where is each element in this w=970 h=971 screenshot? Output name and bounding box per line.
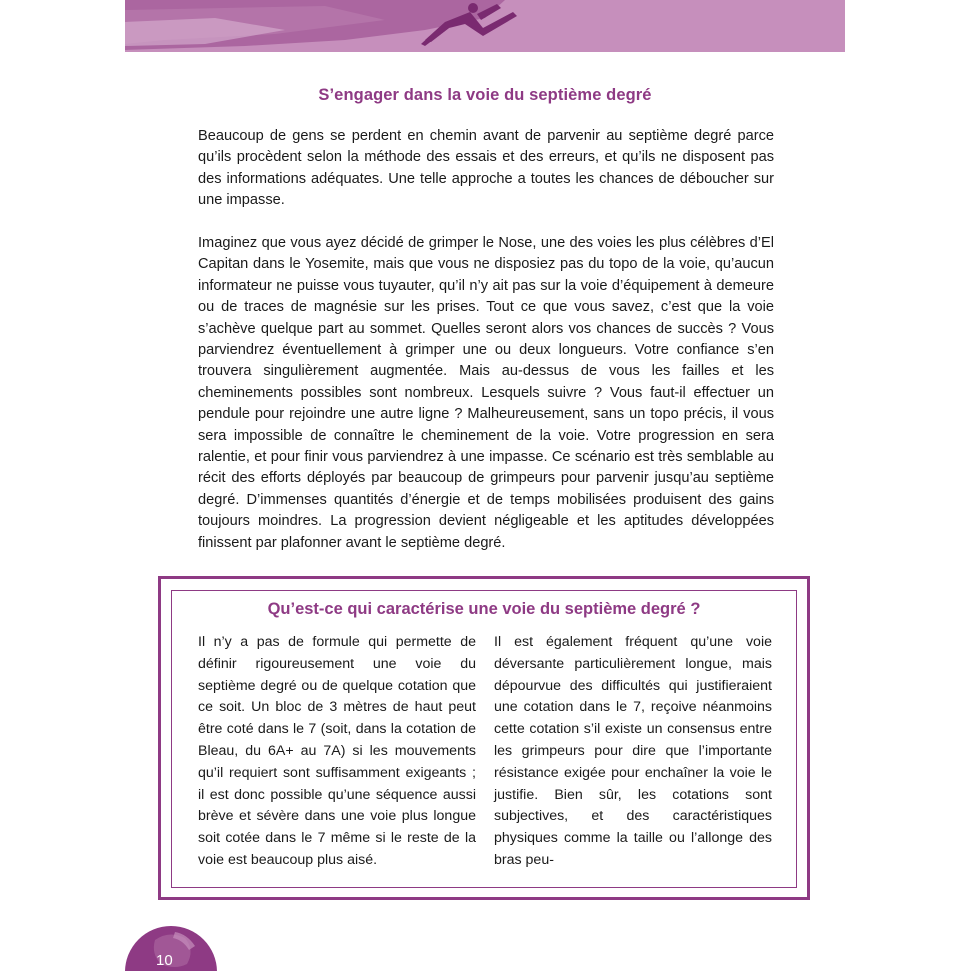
- sidebar-box-title: Qu’est-ce qui caractérise une voie du septième degré ?: [267, 600, 701, 618]
- header-banner: [125, 0, 845, 52]
- body-paragraph: [198, 126, 774, 212]
- body-paragraph: [198, 233, 774, 554]
- climber-illustration-icon: [125, 0, 845, 52]
- paragraph-text: Imaginez que vous ayez décidé de grimper le Nose, une des voies les plus célèbres d’El Capitan dans le Yosemite, mais que vous ne disposiez pas du topo de la voie, qu’aucun informateur ne puisse vous tuyauter, qu’il n’y ait pas sur la voie d’équipement à demeure ou de traces de magnésie sur les prises. Tout ce que vous savez, c’est que la voie s’achève quelque part au sommet. Quelles seront alors vos chances de succès ? Vous parviendrez éventuellement à grimper une ou deux longueurs. Votre confiance s’en trouvera singulièrement augmentée. Mais au-dessus de vous les failles et les cheminements possibles sont nombreux. Lesquels suivre ? Vous faut-il effectuer un pendule pour rejoindre une autre ligne ? Malheureusement, sans un topo précis, il vous sera impossible de connaître le cheminement de la voie. Votre progression en sera ralentie, et pour finir vous parviendrez à une impasse. Ce scénario est très semblable au récit des efforts déployés par beaucoup de grimpeurs pour parvenir jusqu’au septième degré. D’immenses quantités d’énergie et de temps mobilisées produisent des gains toujours moindres. La progression devient négligeable et les aptitudes développées finissent par plafonner avant le septième degré.: [198, 235, 774, 551]
- paragraph-text: Beaucoup de gens se perdent en chemin avant de parvenir au septième degré parce qu’ils procèdent selon la méthode des essais et des erreurs, et qu’ils ne disposent pas des informations adéquates. Une telle approche a toutes les chances de déboucher sur une impasse.: [198, 128, 774, 209]
- section-title: S’engager dans la voie du septième degré: [318, 86, 652, 104]
- sidebar-box-text: Il est également fréquent qu’une voie déversante particulièrement longue, mais dépourvue des difficultés qui justifieraient une cotation dans le 7, reçoive néanmoins cette cotation s’il existe un consensus entre les grimpeurs pour dire que l’importante résistance exigée pour enchaîner la voie le justifie. Bien sûr, les cotations sont subjectives, et des caractéristiques physiques comme la taille ou l’allonge des bras peu-: [494, 634, 772, 868]
- page-number: 10: [156, 952, 173, 969]
- sidebar-box-right-column: [494, 632, 772, 872]
- sidebar-box-left-column: [198, 632, 476, 872]
- sidebar-box-text: Il n’y a pas de formule qui permette de définir rigoureusement une voie du septième degré ou de quelque cotation que ce soit. Un bloc de 3 mètres de haut peut être coté dans le 7 (soit, dans la cotation de Bleau, du 6A+ au 7A) si les mouvements qu’il requiert sont suffisamment exigeants ; il est donc possible qu’une séquence aussi brève et sévère dans une voie plus longue soit cotée dans le 7 même si le reste de la voie est beaucoup plus aisé.: [198, 634, 476, 868]
